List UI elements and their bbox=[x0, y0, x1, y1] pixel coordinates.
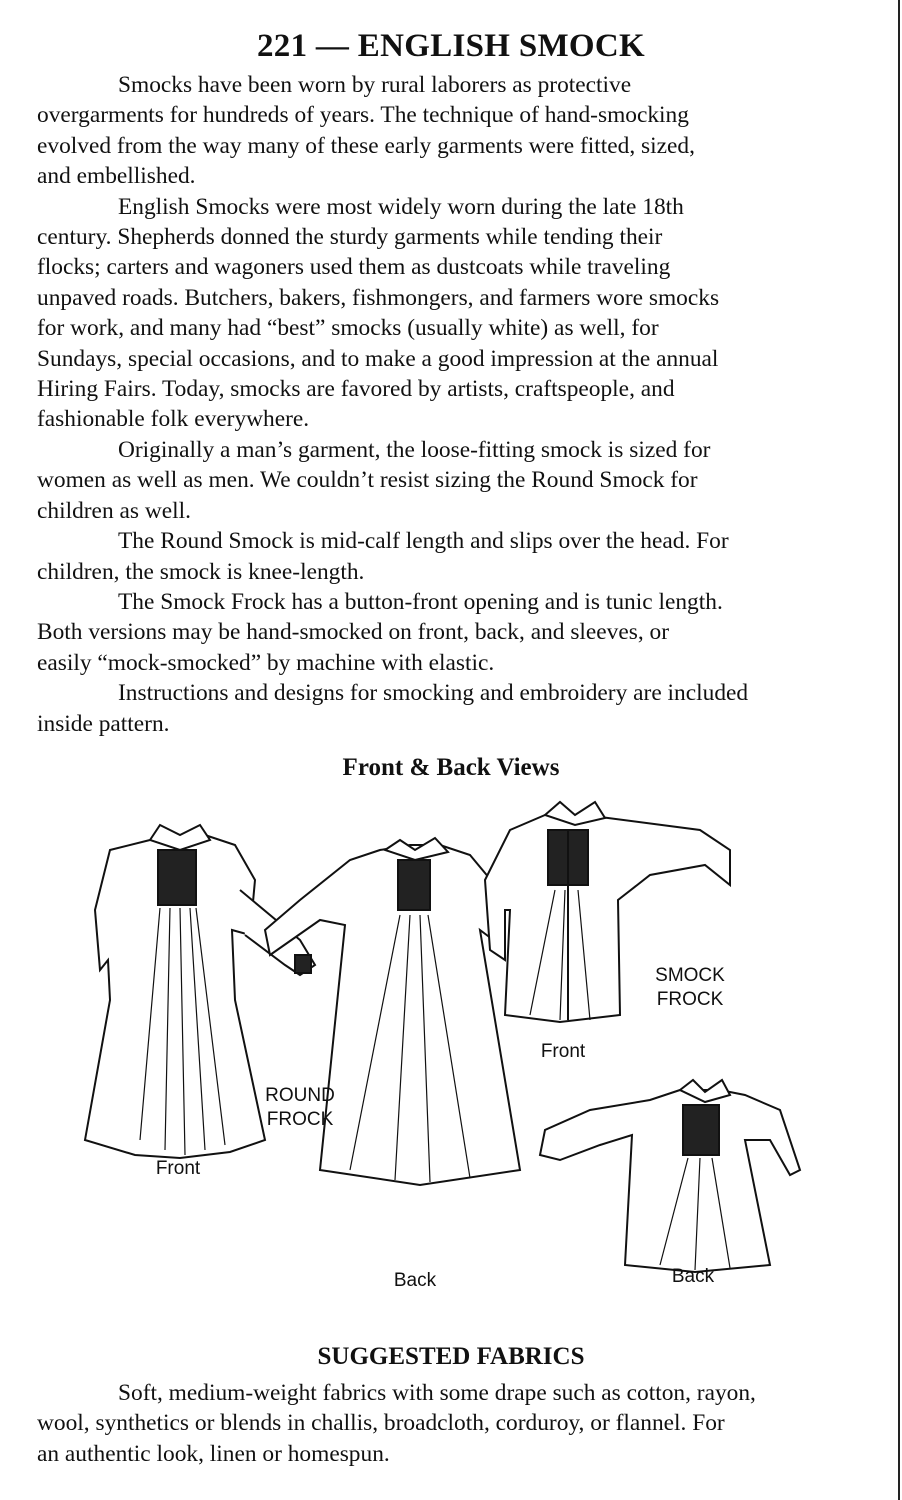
text-line: children, the smock is knee-length. bbox=[37, 558, 365, 585]
text-line: Smocks have been worn by rural laborers as protective bbox=[118, 72, 632, 98]
text-line: flocks; carters and wagoners used them as dustcoats while traveling bbox=[37, 254, 671, 281]
label-line: FROCK bbox=[656, 989, 724, 1010]
text-line: Soft, medium-weight fabrics with some drape such as cotton, rayon, bbox=[118, 1380, 756, 1406]
text-line: wool, synthetics or blends in challis, broadcloth, corduroy, or flannel. For bbox=[37, 1410, 725, 1437]
label-line: SMOCK bbox=[655, 965, 725, 986]
paragraph bbox=[37, 70, 748, 192]
paragraph bbox=[37, 526, 748, 587]
smock-frock-back-drawing bbox=[540, 1080, 800, 1272]
text-line: and embellished. bbox=[37, 163, 196, 190]
description-text bbox=[37, 70, 748, 739]
views-heading: Front & Back Views bbox=[342, 754, 560, 781]
text-line: easily “mock-smocked” by machine with elastic. bbox=[37, 649, 495, 676]
garment-illustration bbox=[0, 790, 902, 1300]
paragraph bbox=[37, 192, 748, 435]
fabrics-heading: SUGGESTED FABRICS bbox=[317, 1343, 585, 1370]
fabrics-text bbox=[37, 1378, 756, 1469]
text-line: an authentic look, linen or homespun. bbox=[37, 1440, 390, 1467]
text-line: women as well as men. We couldn’t resist sizing the Round Smock for bbox=[37, 467, 698, 494]
round-frock-back-drawing bbox=[265, 838, 520, 1185]
smock-frock-label bbox=[640, 964, 740, 1012]
text-line: The Smock Frock has a button-front opening and is tunic length. bbox=[118, 588, 723, 615]
paragraph bbox=[37, 587, 748, 678]
text-line: inside pattern. bbox=[37, 710, 170, 737]
text-line: for work, and many had “best” smocks (usually white) as well, for bbox=[37, 315, 659, 342]
text-line: unpaved roads. Butchers, bakers, fishmongers, and farmers wore smocks bbox=[37, 284, 720, 311]
round-frock-label bbox=[250, 1084, 350, 1132]
text-line: fashionable folk everywhere. bbox=[37, 406, 310, 433]
text-line: Both versions may be hand-smocked on front, back, and sleeves, or bbox=[37, 619, 670, 646]
text-line: The Round Smock is mid-calf length and slips over the head. For bbox=[118, 528, 729, 555]
text-line: Originally a man’s garment, the loose-fitting smock is sized for bbox=[118, 436, 711, 463]
text-line: century. Shepherds donned the sturdy garments while tending their bbox=[37, 224, 663, 251]
text-line: Instructions and designs for smocking and embroidery are included bbox=[118, 680, 749, 707]
text-line: children as well. bbox=[37, 497, 191, 524]
round-back-label: Back bbox=[393, 1270, 437, 1291]
paragraph bbox=[37, 678, 748, 739]
smock-front-label: Front bbox=[540, 1041, 586, 1062]
text-line: overgarments for hundreds of years. The technique of hand-smocking bbox=[37, 102, 689, 129]
label-line: ROUND bbox=[265, 1085, 335, 1106]
text-line: English Smocks were most widely worn during the late 18th bbox=[118, 193, 684, 220]
smock-back-label: Back bbox=[671, 1266, 715, 1287]
text-line: Hiring Fairs. Today, smocks are favored by artists, craftspeople, and bbox=[37, 376, 675, 403]
label-line: FROCK bbox=[266, 1109, 334, 1130]
paragraph bbox=[37, 435, 748, 526]
text-line: evolved from the way many of these early garments were fitted, sized, bbox=[37, 132, 695, 159]
round-front-label: Front bbox=[155, 1158, 201, 1179]
text-line: Sundays, special occasions, and to make a good impression at the annual bbox=[37, 345, 719, 372]
page-title: 221 — ENGLISH SMOCK bbox=[256, 28, 645, 64]
